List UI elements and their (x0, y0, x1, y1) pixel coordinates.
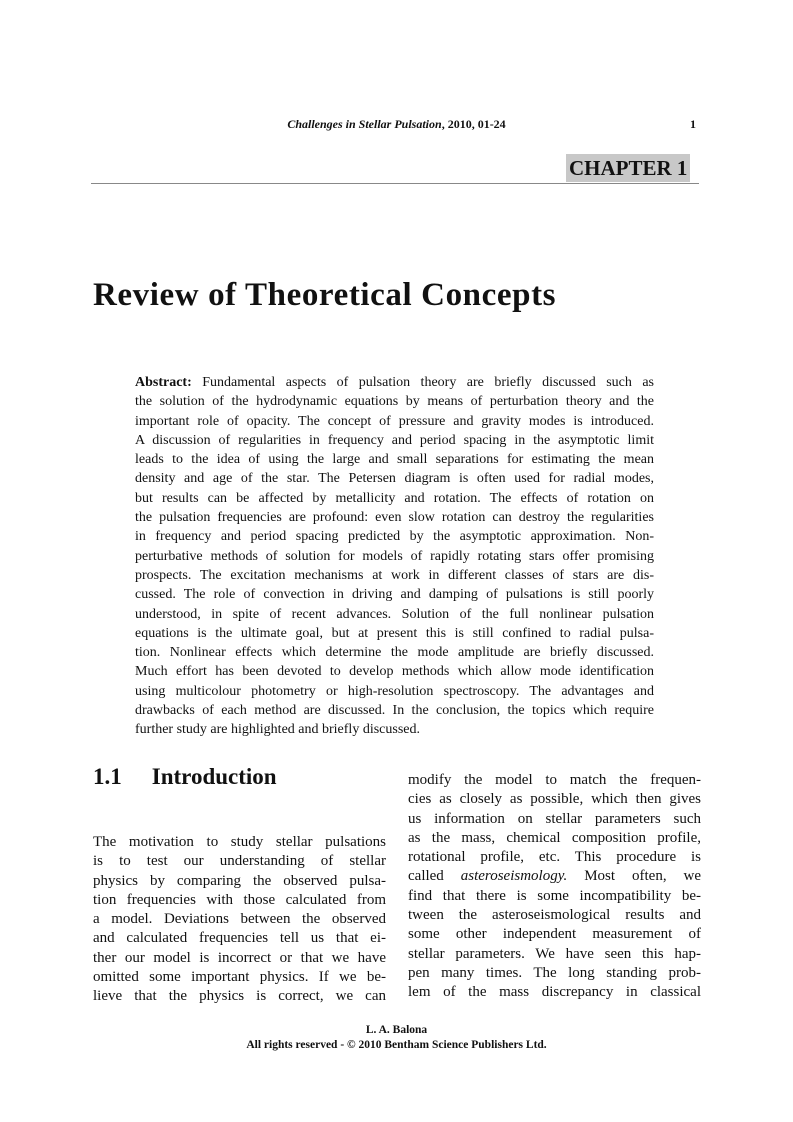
text-line: some other independent measurement of (408, 926, 701, 943)
text-line: pen many times. The long standing prob- (408, 964, 701, 981)
text-line: find that there is some incompatibility be- (408, 887, 701, 904)
text-line: ther our model is incorrect or that we have (93, 949, 386, 966)
footer-rights: All rights reserved - © 2010 Bentham Science Publishers Ltd. (246, 1039, 547, 1051)
abstract-line: important role of opacity. The concept of pressure and gravity modes is introduced. (135, 413, 654, 429)
emphasized-term: asteroseismology. (460, 868, 568, 885)
abstract-line: prospects. The excitation mechanisms at work in different classes of stars are dis- (135, 567, 654, 583)
abstract-line: in frequency and period spacing predicted by the asymptotic approximation. Non- (135, 529, 654, 545)
text-line: omitted some important physics. If we be- (93, 969, 386, 986)
abstract-label: Abstract: (135, 375, 192, 390)
abstract-line: cussed. The role of convection in driving and damping of pulsations is still poorly (135, 587, 654, 603)
chapter-label: CHAPTER 1 (566, 154, 690, 182)
text-line (408, 867, 701, 886)
text-line: as the mass, chemical composition profile, (408, 829, 701, 846)
text-line: a model. Deviations between the observed (93, 911, 386, 928)
section-title: Introduction (151, 764, 277, 789)
text-line: rotational profile, etc. This procedure is (408, 849, 701, 866)
abstract-line: the pulsation frequencies are profound: even slow rotation can destroy the regularities (135, 510, 654, 526)
abstract-line: Much effort has been devoted to develop methods which allow mode identification (135, 664, 654, 680)
text-fragment: called (408, 868, 461, 885)
chapter-title: Review of Theoretical Concepts (93, 277, 557, 313)
text-line: modify the model to match the frequen- (408, 772, 701, 788)
text-line: lem of the mass discrepancy in classical (408, 984, 701, 1001)
text-line: cies as closely as possible, which then gives (408, 791, 701, 808)
text-line: stellar parameters. We have seen this hap- (408, 945, 701, 962)
abstract-line: using multicolour photometry or high-resolution spectroscopy. The advantages and (135, 683, 654, 699)
journal-title: Challenges in Stellar Pulsation (287, 117, 442, 131)
footer-author: L. A. Balona (365, 1024, 428, 1036)
abstract-line: equations is the ultimate goal, but at present this is still confined to radial pulsa- (135, 625, 654, 641)
abstract-line: leads to the idea of using the large and small separations for estimating the mean (135, 452, 654, 468)
text-line: lieve that the physics is correct, we can (93, 988, 386, 1005)
abstract-line: A discussion of regularities in frequency and period spacing in the asymptotic limit (135, 432, 654, 448)
abstract-line: but results can be affected by metallicity and rotation. The effects of rotation on (135, 490, 654, 506)
abstract-line: further study are highlighted and briefly discussed. (135, 722, 420, 738)
abstract-line: tion. Nonlinear effects which determine the mode amplitude are briefly discussed. (135, 645, 654, 661)
section-number: 1.1 (93, 764, 122, 789)
abstract-line (135, 373, 654, 392)
text-line: and calculated frequencies tell us that ei- (93, 930, 386, 947)
text-line: tween the asteroseismological results and (408, 907, 701, 924)
abstract-line: the solution of the hydrodynamic equations by means of perturbation theory and the (135, 394, 654, 410)
left-column (93, 833, 386, 1007)
page-number: 1 (690, 117, 696, 131)
section-heading (93, 764, 277, 790)
running-header (0, 117, 793, 132)
text-fragment: Most often, we (567, 868, 701, 885)
abstract-text: Fundamental aspects of pulsation theory are briefly discussed such as (191, 375, 654, 390)
text-line: The motivation to study stellar pulsations (93, 834, 386, 850)
journal-info: , 2010, 01-24 (441, 117, 506, 131)
text-line: us information on stellar parameters such (408, 810, 701, 827)
abstract-line: drawbacks of each method are discussed. In the conclusion, the topics which require (135, 703, 654, 719)
text-line: tion frequencies with those calculated from (93, 891, 386, 908)
right-column (408, 771, 701, 1003)
header-rule (91, 183, 699, 184)
abstract-line: understood, in spite of recent advances. Solution of the full nonlinear pulsation (135, 606, 654, 622)
text-line: is to test our understanding of stellar (93, 853, 386, 870)
abstract-line: perturbative methods of solution for models of rapidly rotating stars offer promising (135, 548, 654, 564)
abstract (135, 373, 654, 740)
text-line: physics by comparing the observed pulsa- (93, 872, 386, 889)
abstract-line: density and age of the star. The Petersen diagram is often used for radial modes, (135, 471, 654, 487)
